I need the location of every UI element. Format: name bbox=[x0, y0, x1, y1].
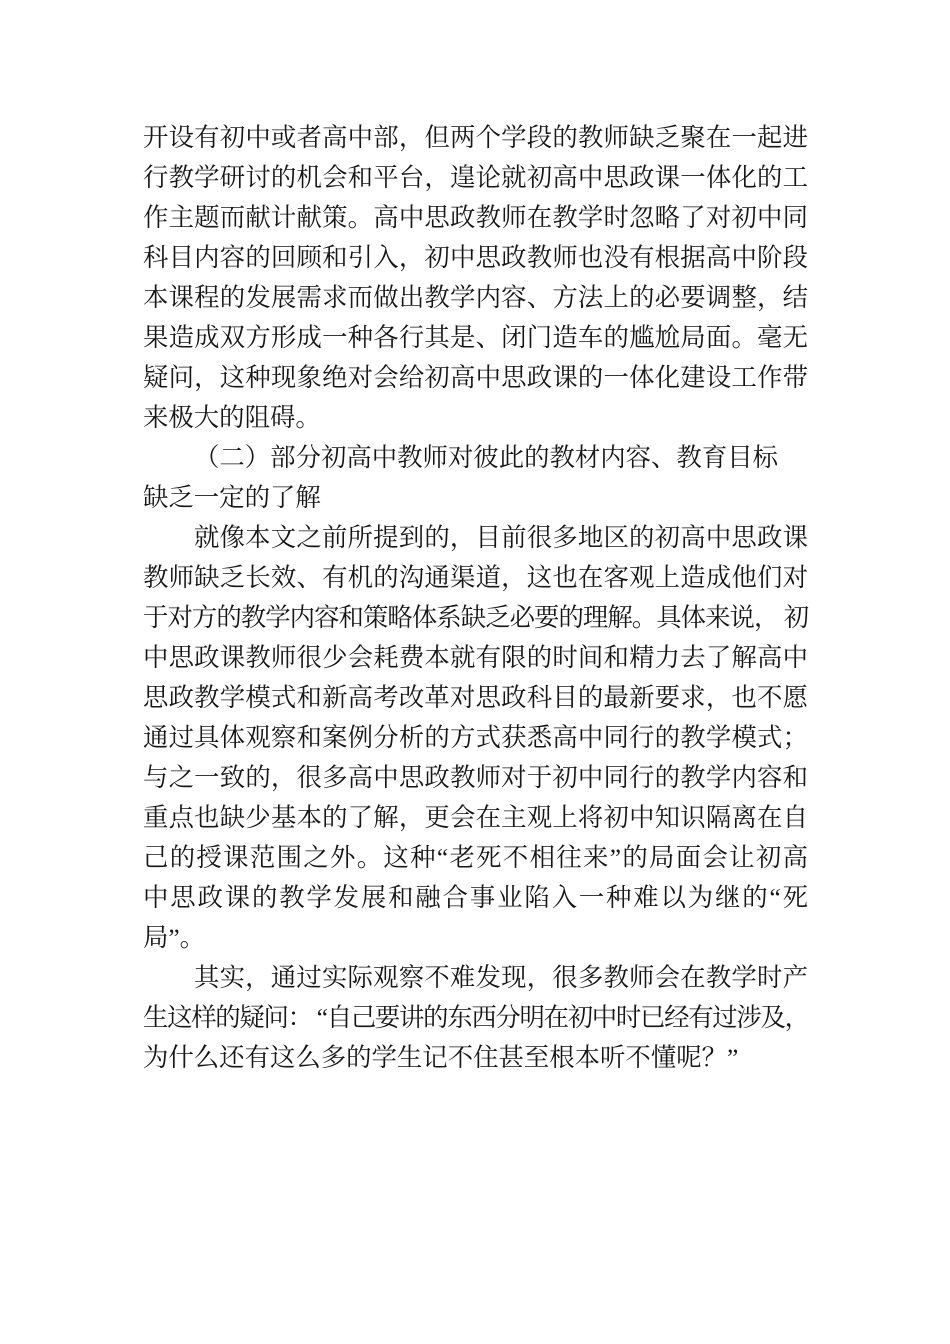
text-line: 就像本文之前所提到的，目前很多地区的初高中思政课 bbox=[194, 524, 808, 552]
text-line: 本课程的发展需求而做出教学内容、方法上的必要调整，结 bbox=[143, 284, 808, 312]
text-line: 科目内容的回顾和引入，初中思政教师也没有根据高中阶段 bbox=[143, 244, 808, 272]
text-line: 生这样的疑问： “自己要讲的东西分明在初中时已经有过涉及， bbox=[143, 1004, 808, 1032]
section-heading bbox=[143, 438, 808, 518]
text-line: 重点也缺少基本的了解，更会在主观上将初中知识隔离在自 bbox=[143, 804, 808, 832]
text-line: 其实，通过实际观察不难发现，很多教师会在教学时产 bbox=[194, 964, 808, 992]
document-text bbox=[143, 118, 808, 1078]
paragraph bbox=[143, 518, 808, 958]
text-line: 于对方的教学内容和策略体系缺乏必要的理解。具体来说， 初 bbox=[143, 604, 808, 632]
text-line: 行教学研讨的机会和平台，遑论就初高中思政课一体化的工 bbox=[143, 164, 808, 192]
text-line: 中思政课的教学发展和融合事业陷入一种难以为继的“死 bbox=[143, 884, 808, 912]
text-line: 开设有初中或者高中部，但两个学段的教师缺乏聚在一起进 bbox=[143, 124, 808, 152]
text-line: 缺乏一定的了解 bbox=[143, 484, 321, 512]
text-line: 疑问，这种现象绝对会给初高中思政课的一体化建设工作带 bbox=[143, 364, 808, 392]
text-line: 通过具体观察和案例分析的方式获悉高中同行的教学模式； bbox=[143, 724, 808, 752]
text-line: 己的授课范围之外。这种“老死不相往来”的局面会让初高 bbox=[143, 844, 808, 872]
text-line: （二）部分初高中教师对彼此的教材内容、教育目标 bbox=[194, 444, 778, 472]
text-line: 局”。 bbox=[143, 924, 206, 952]
text-line: 作主题而献计献策。高中思政教师在教学时忽略了对初中同 bbox=[143, 204, 808, 232]
text-line: 思政教学模式和新高考改革对思政科目的最新要求，也不愿 bbox=[143, 684, 808, 712]
text-line: 教师缺乏长效、有机的沟通渠道，这也在客观上造成他们对 bbox=[143, 564, 808, 592]
text-line: 中思政课教师很少会耗费本就有限的时间和精力去了解高中 bbox=[143, 644, 808, 672]
paragraph bbox=[143, 118, 808, 438]
text-line: 来极大的阻碍。 bbox=[143, 404, 321, 432]
text-line: 为什么还有这么多的学生记不住甚至根本听不懂呢？” bbox=[143, 1044, 739, 1072]
paragraph bbox=[143, 958, 808, 1078]
text-line: 果造成双方形成一种各行其是、闭门造车的尴尬局面。毫无 bbox=[143, 324, 808, 352]
text-line: 与之一致的，很多高中思政教师对于初中同行的教学内容和 bbox=[143, 764, 808, 792]
